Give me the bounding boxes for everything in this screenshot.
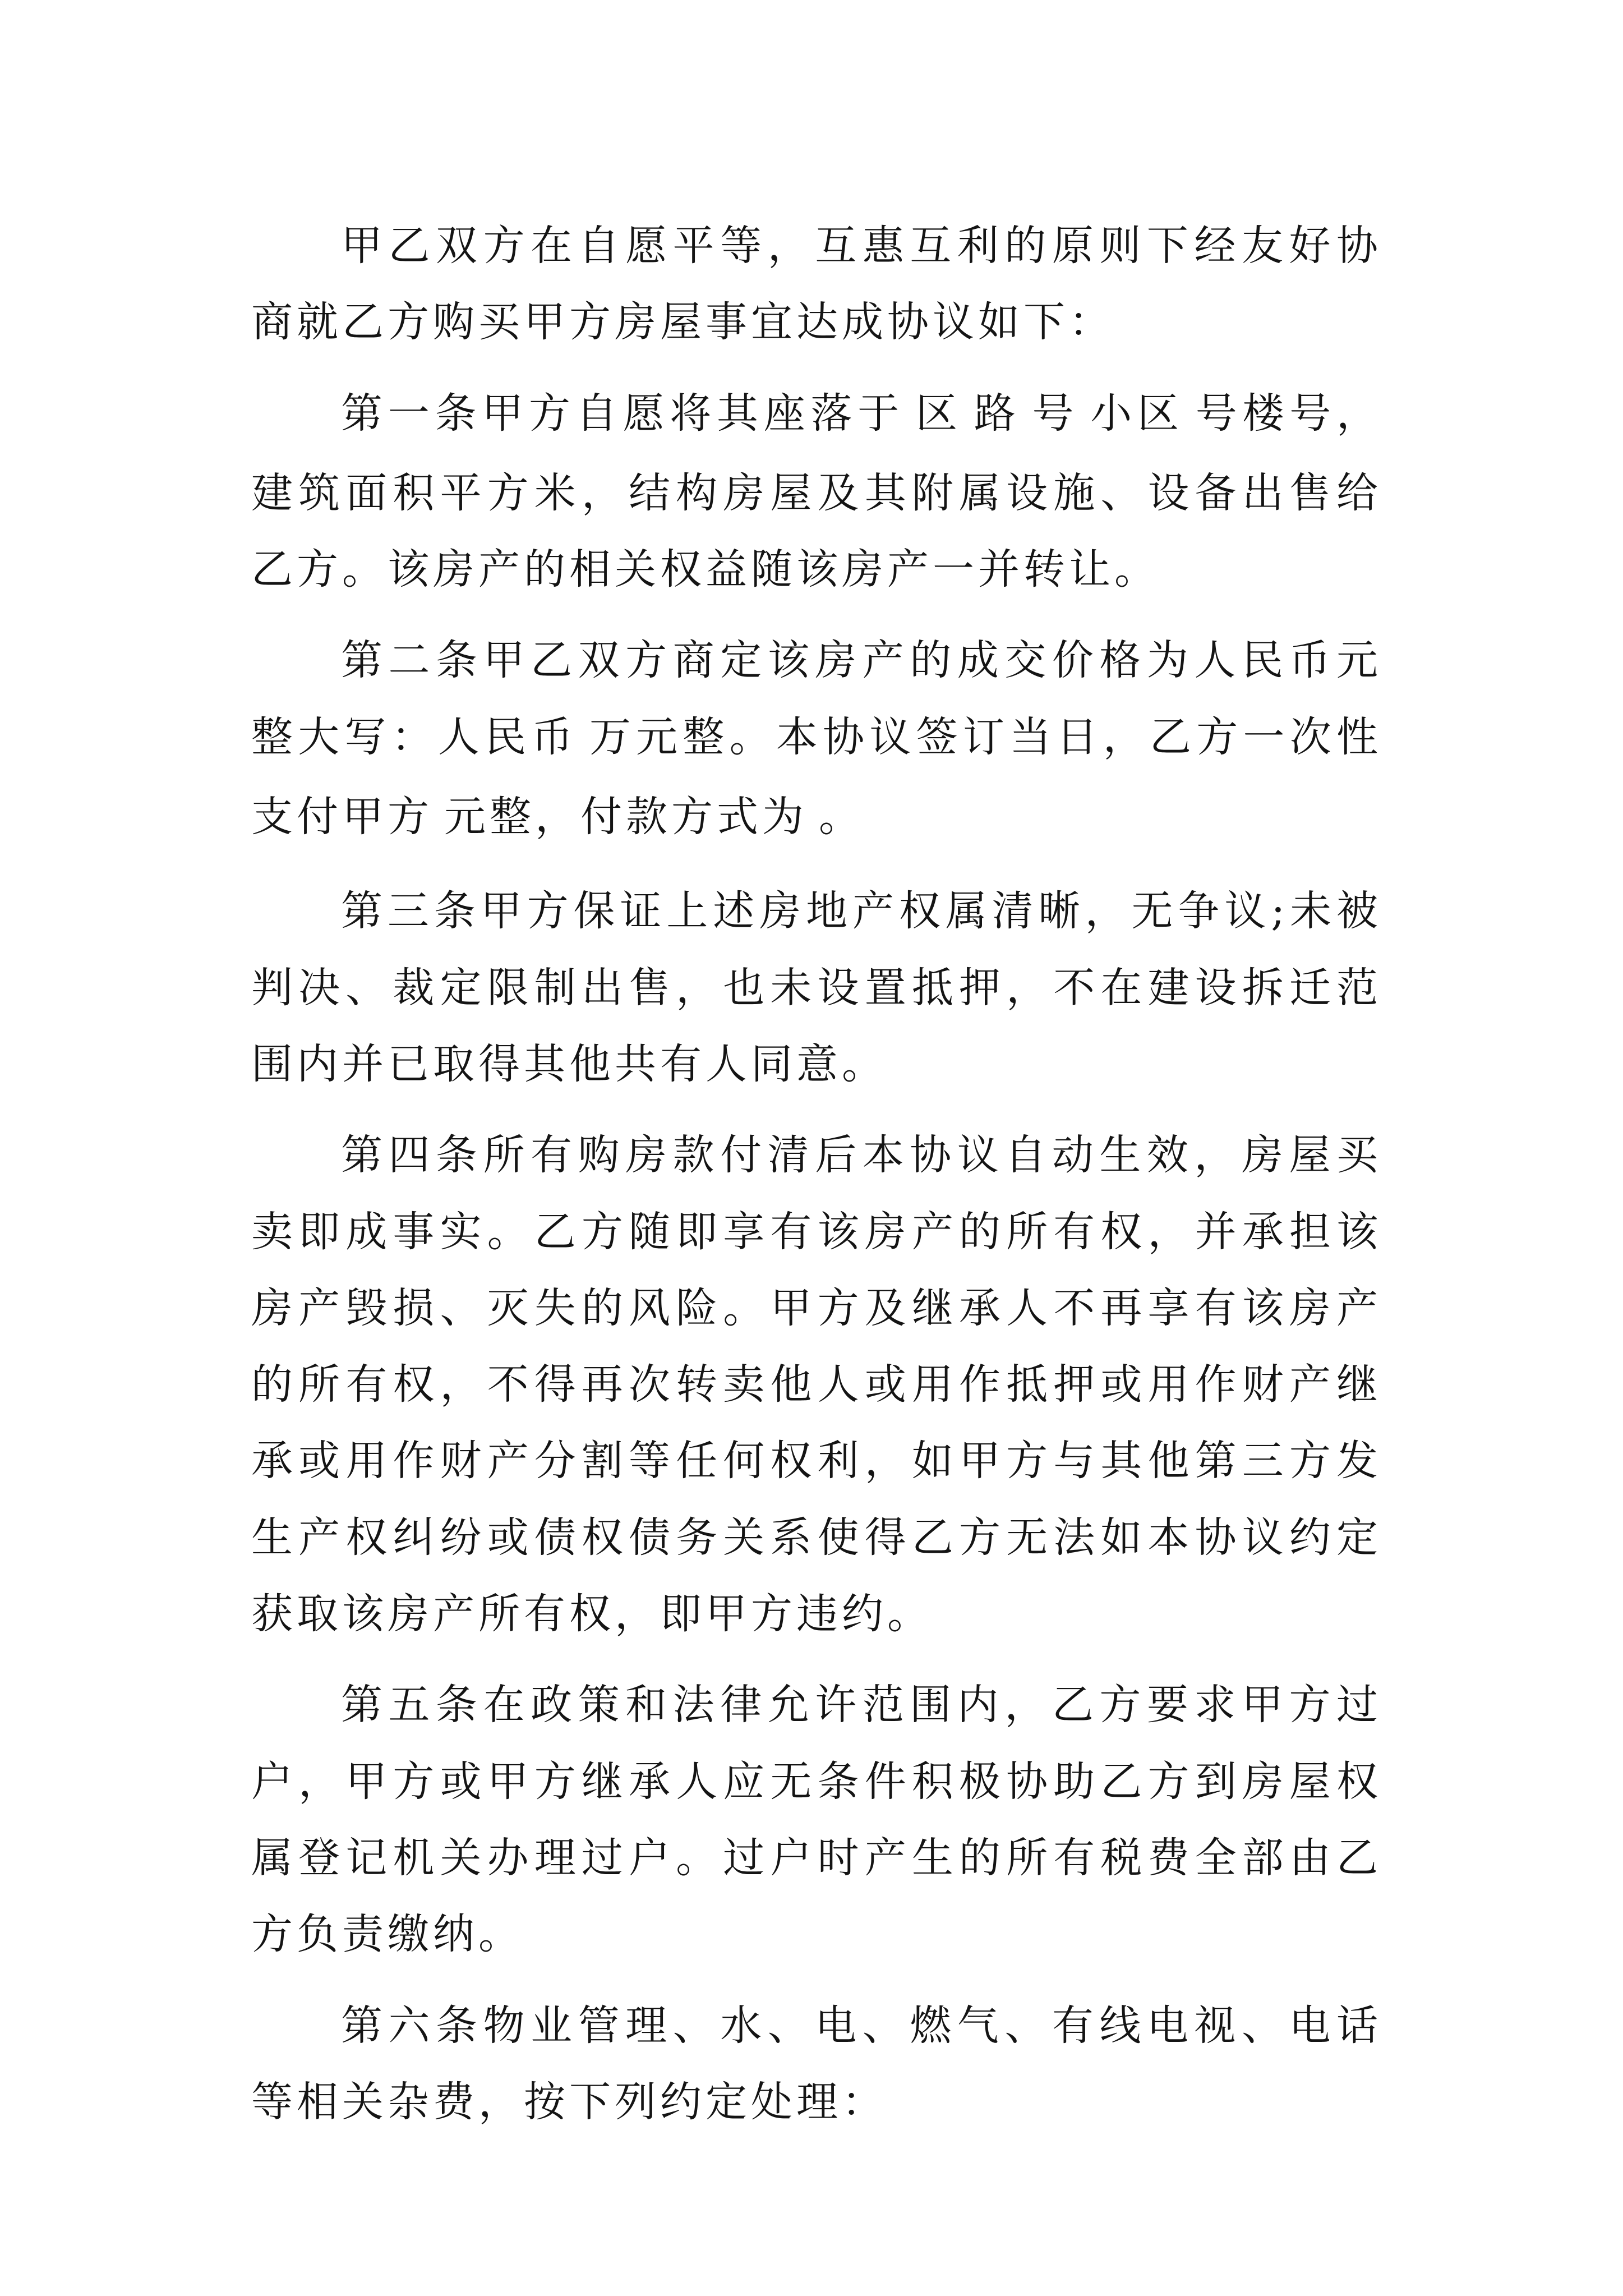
paragraph-text: 号楼号，建筑面积平方米，结构房屋及其附属设施、设备出售给乙方。该房产的相关权益随该房产一并转让。 — [251, 389, 1382, 594]
paragraph-3 — [251, 622, 1382, 858]
paragraph-1 — [251, 208, 1382, 361]
paragraph-text: 第三条甲方保证上述房地产权属清晰，无争议;未被判决、裁定限制出售，也未设置抵押，不在建设拆迁范围内并已取得其他共有人同意。 — [251, 887, 1382, 1088]
paragraph-4 — [251, 873, 1382, 1102]
agreement-body — [251, 208, 1382, 2155]
paragraph-text: 第四条所有购房款付清后本协议自动生效，房屋买卖即成事实。乙方随即享有该房产的所有权，并承担该房产毁损、灭失的风险。甲方及继承人不再享有该房产的所有权，不得再次转卖他人或用作抵押或用作财产继承或用作财产分割等任何权利，如甲方与其他第三方发生产权纠纷或债权债务关系使得乙方无法如本协议约定获取该房产所有权，即甲方违约。 — [251, 1131, 1382, 1639]
paragraph-text: 路 — [974, 389, 1021, 438]
paragraph-5 — [251, 1117, 1382, 1652]
paragraph-text: 甲乙双方在自愿平等，互惠互利的原则下经友好协商就乙方购买甲方房屋事宜达成协议如下： — [251, 222, 1382, 347]
paragraph-6 — [251, 1667, 1382, 1972]
paragraph-text: 小区 — [1090, 389, 1184, 438]
paragraph-7 — [251, 1987, 1382, 2141]
paragraph-text: 。 — [819, 793, 864, 841]
paragraph-text: 第六条物业管理、水、电、燃气、有线电视、电话等相关杂费，按下列约定处理： — [251, 2001, 1382, 2126]
paragraph-text: 第二条甲乙双方商定该房产的成交价格为人民币元整大写：人民币 — [251, 636, 1382, 761]
paragraph-text: 第一条甲方自愿将其座落于 — [341, 389, 905, 438]
paragraph-2 — [251, 375, 1382, 608]
paragraph-text: 号 — [1032, 389, 1080, 438]
paragraph-text: 区 — [916, 389, 963, 438]
paragraph-text: 第五条在政策和法律允许范围内，乙方要求甲方过户，甲方或甲方继承人应无条件积极协助乙方到房屋权属登记机关办理过户。过户时产生的所有税费全部由乙方负责缴纳。 — [251, 1681, 1382, 1959]
paragraph-text: 元整，付款方式为 — [444, 793, 808, 841]
paragraph-text: 万元整。本协议签订当日，乙方一次性支付甲方 — [251, 712, 1382, 841]
